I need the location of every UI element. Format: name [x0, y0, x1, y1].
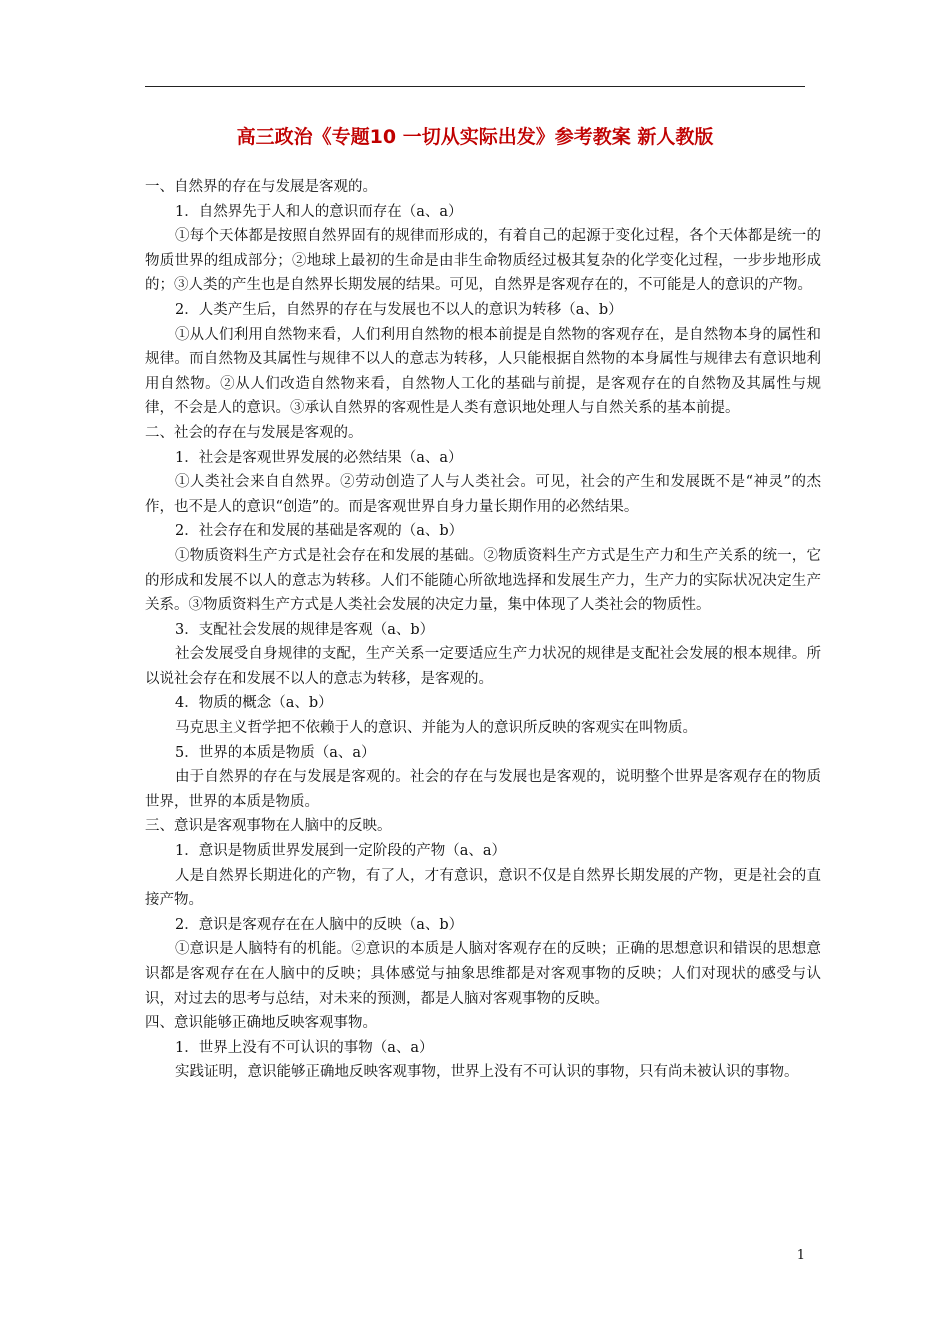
body-paragraph: 马克思主义哲学把不依赖于人的意识、并能为人的意识所反映的客观实在叫物质。 — [175, 720, 697, 737]
body-paragraph: 5．世界的本质是物质（a、a） — [175, 744, 376, 761]
body-paragraph: ①意识是人脑特有的机能。②意识的本质是人脑对客观存在的反映；正确的思想意识和错误的思想意识都是客观存在在人脑中的反映；具体感觉与抽象思维都是对客观事物的反映；人们对现状的感受与认识，对过去的思考与总结，对未来的预测，都是人脑对客观事物的反映。 — [145, 941, 821, 1007]
body-paragraph: 人是自然界长期进化的产物，有了人，才有意识，意识不仅是自然界长期发展的产物，更是社会的直接产物。 — [145, 867, 821, 909]
body-paragraph: 2．人类产生后，自然界的存在与发展也不以人的意识为转移（a、b） — [175, 301, 623, 318]
body-paragraph: 实践证明，意识能够正确地反映客观事物，世界上没有不可认识的事物，只有尚未被认识的事物。 — [175, 1064, 799, 1081]
section-heading: 一、自然界的存在与发展是客观的。 — [145, 179, 377, 195]
section-heading: 四、意识能够正确地反映客观事物。 — [145, 1015, 377, 1032]
page-number: 1 — [796, 1248, 805, 1263]
body-paragraph: 4．物质的概念（a、b） — [175, 695, 333, 712]
document-body — [145, 175, 821, 1085]
body-paragraph: ①物质资料生产方式是社会存在和发展的基础。②物质资料生产方式是生产力和生产关系的统一，它的形成和发展不以人的意志为转移。人们不能随心所欲地选择和发展生产力，生产力的实际状况决定生产关系。③物质资料生产方式是人类社会发展的决定力量，集中体现了人类社会的物质性。 — [145, 547, 821, 614]
body-paragraph: 1．自然界先于人和人的意识而存在（a、a） — [175, 203, 463, 220]
body-paragraph: ①人类社会来自自然界。②劳动创造了人与人类社会。可见，社会的产生和发展既不是“神灵”的杰作，也不是人的意识“创造”的。而是客观世界自身力量长期作用的必然结果。 — [145, 474, 821, 515]
body-paragraph: 2．意识是客观存在在人脑中的反映（a、b） — [175, 916, 464, 933]
body-paragraph: 社会发展受自身规律的支配，生产关系一定要适应生产力状况的规律是支配社会发展的根本规律。所以说社会存在和发展不以人的意志为转移，是客观的。 — [145, 646, 821, 687]
body-paragraph: 1．社会是客观世界发展的必然结果（a、a） — [175, 449, 463, 466]
body-paragraph: 2．社会存在和发展的基础是客观的（a、b） — [175, 523, 464, 540]
header-rule — [145, 86, 805, 87]
body-paragraph: 由于自然界的存在与发展是客观的。社会的存在与发展也是客观的，说明整个世界是客观存在的物质世界，世界的本质是物质。 — [145, 769, 821, 810]
body-paragraph: ①从人们利用自然物来看，人们利用自然物的根本前提是自然物的客观存在，是自然物本身的属性和规律。而自然物及其属性与规律不以人的意志为转移，人只能根据自然物的本身属性与规律去有意识地利用自然物。②从人们改造自然物来看，自然物人工化的基础与前提，是客观存在的自然物及其属性与规律，不会是人的意识。③承认自然界的客观性是人类有意识地处理人与自然关系的基本前提。 — [145, 326, 821, 417]
body-paragraph: 3．支配社会发展的规律是客观（a、b） — [175, 621, 435, 638]
section-heading: 二、社会的存在与发展是客观的。 — [145, 424, 363, 441]
body-paragraph: ①每个天体都是按照自然界固有的规律而形成的，有着自己的起源于变化过程，各个天体都是统一的物质世界的组成部分；②地球上最初的生命是由非生命物质经过极其复杂的化学变化过程，一步步地形成的；③人类的产生也是自然界长期发展的结果。可见，自然界是客观存在的，不可能是人的意识的产物。 — [145, 228, 821, 294]
body-paragraph: 1．意识是物质世界发展到一定阶段的产物（a、a） — [175, 843, 507, 860]
section-heading: 三、意识是客观事物在人脑中的反映。 — [145, 818, 392, 835]
body-paragraph: 1．世界上没有不可认识的事物（a、a） — [175, 1039, 434, 1056]
document-title: 高三政治《专题10 一切从实际出发》参考教案 新人教版 — [236, 126, 714, 148]
